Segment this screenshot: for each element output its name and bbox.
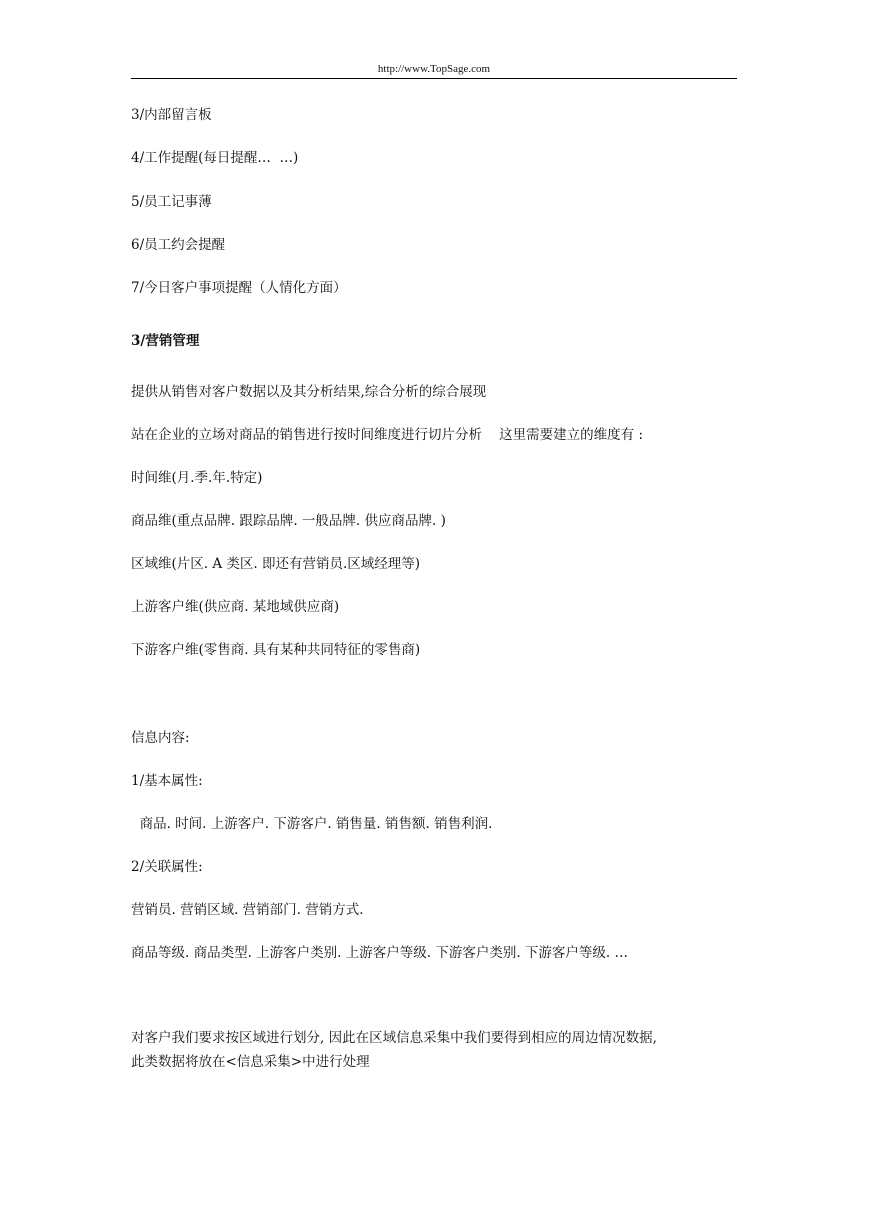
section-heading-marketing: 3/营销管理 bbox=[131, 333, 200, 349]
paragraph-dimensions-intro: 站在企业的立场对商品的销售进行按时间维度进行切片分析 这里需要建立的维度有 : bbox=[131, 427, 644, 443]
info-content-heading: 信息内容: bbox=[131, 730, 190, 746]
item-customer-reminder: 7/今日客户事项提醒（人情化方面） bbox=[131, 280, 347, 296]
dimension-product: 商品维(重点品牌. 跟踪品牌. 一般品牌. 供应商品牌. ) bbox=[131, 513, 446, 529]
dimension-time: 时间维(月.季.年.特定) bbox=[131, 470, 263, 486]
dimension-upstream: 上游客户维(供应商. 某地域供应商) bbox=[131, 599, 340, 615]
dimension-region: 区域维(片区. A 类区. 即还有营销员.区域经理等) bbox=[131, 556, 421, 572]
page-header-url: http://www.TopSage.com bbox=[377, 63, 491, 75]
item-staff-notebook: 5/员工记事薄 bbox=[131, 194, 212, 210]
basic-attributes-list: 商品. 时间. 上游客户. 下游客户. 销售量. 销售额. 销售利润. bbox=[131, 816, 493, 832]
item-appointment-reminder: 6/员工约会提醒 bbox=[131, 237, 226, 253]
basic-attributes-heading: 1/基本属性: bbox=[131, 773, 203, 789]
related-attributes-grades: 商品等级. 商品类型. 上游客户类别. 上游客户等级. 下游客户类别. 下游客户等级. … bbox=[131, 945, 628, 961]
paragraph-overview: 提供从销售对客户数据以及其分析结果,综合分析的综合展现 bbox=[131, 384, 487, 400]
paragraph-region-line2: 此类数据将放在<信息采集>中进行处理 bbox=[131, 1054, 370, 1070]
related-attributes-heading: 2/关联属性: bbox=[131, 859, 203, 875]
paragraph-region-line1: 对客户我们要求按区域进行划分, 因此在区域信息采集中我们要得到相应的周边情况数据, bbox=[131, 1030, 657, 1046]
dimension-downstream: 下游客户维(零售商. 具有某种共同特征的零售商) bbox=[131, 642, 421, 658]
related-attributes-marketing: 营销员. 营销区域. 营销部门. 营销方式. bbox=[131, 902, 364, 918]
header-rule bbox=[131, 78, 737, 79]
item-message-board: 3/内部留言板 bbox=[131, 107, 212, 123]
item-work-reminder: 4/工作提醒(每日提醒… …) bbox=[131, 150, 299, 166]
